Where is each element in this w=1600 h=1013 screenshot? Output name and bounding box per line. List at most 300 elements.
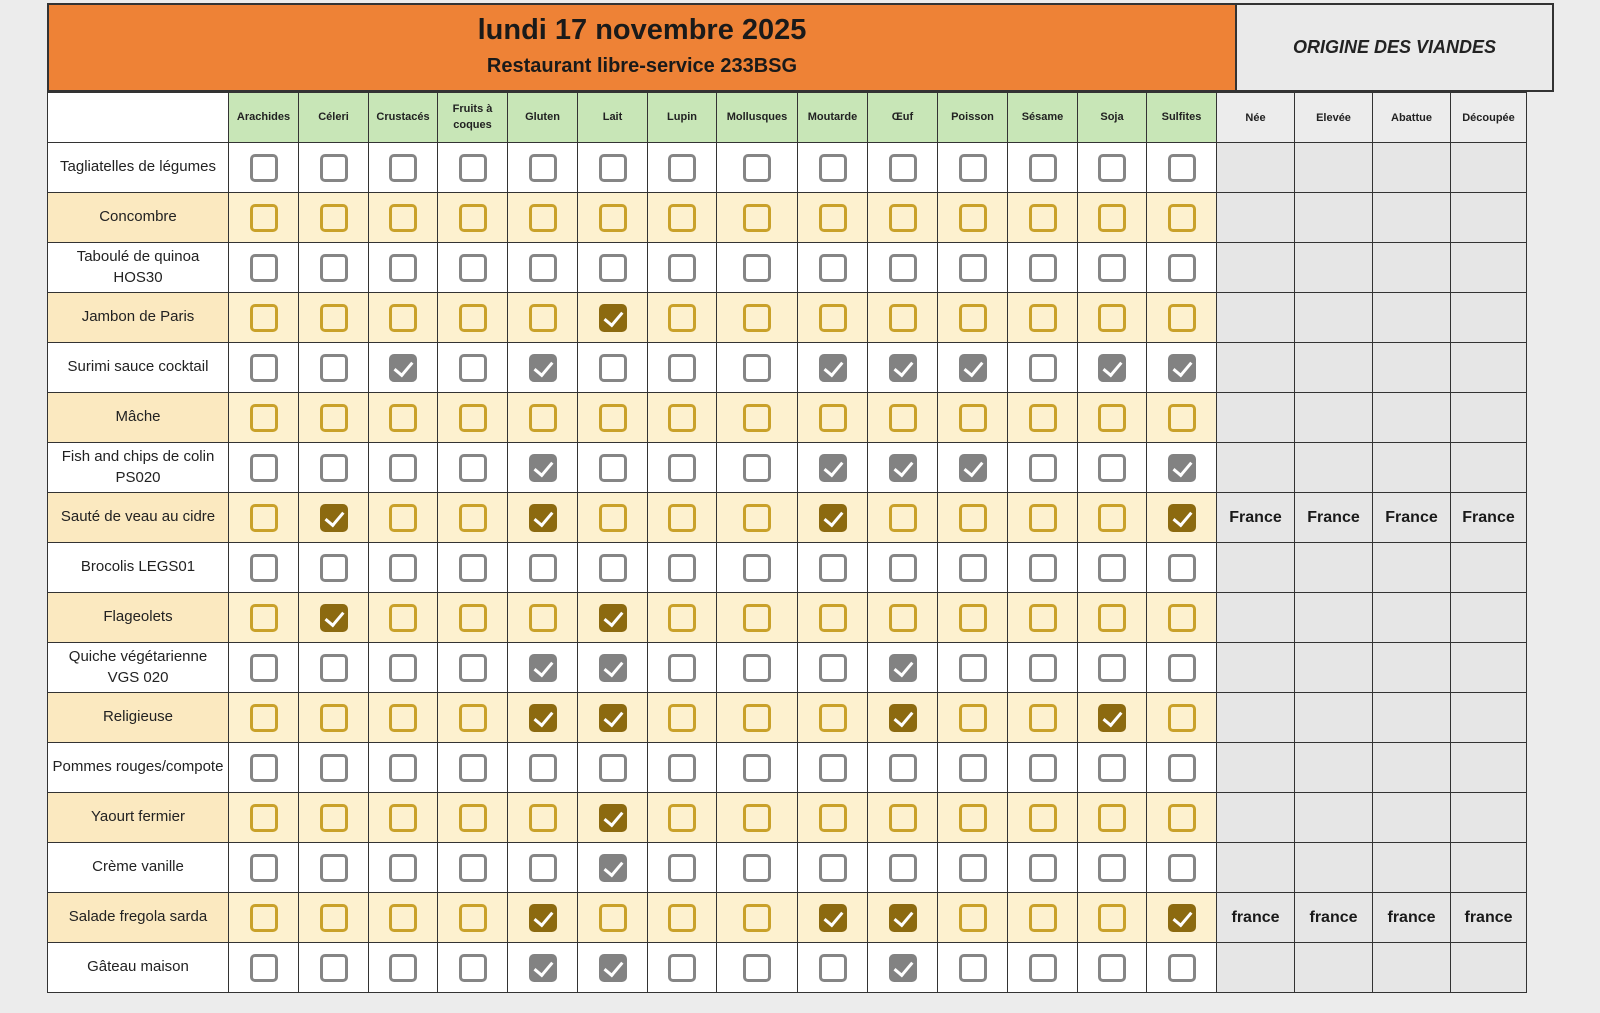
unchecked-checkbox[interactable] (1098, 304, 1126, 332)
allergen-cell (1147, 393, 1217, 443)
unchecked-checkbox[interactable] (1029, 454, 1057, 482)
checked-checkbox[interactable] (889, 654, 917, 682)
allergen-cell (438, 193, 508, 243)
origin-cell (1295, 543, 1373, 593)
origin-cell (1451, 643, 1527, 693)
unchecked-checkbox[interactable] (250, 304, 278, 332)
unchecked-checkbox[interactable] (959, 854, 987, 882)
checked-checkbox[interactable] (819, 354, 847, 382)
unchecked-checkbox[interactable] (1168, 654, 1196, 682)
checked-checkbox[interactable] (320, 504, 348, 532)
unchecked-checkbox[interactable] (889, 304, 917, 332)
unchecked-checkbox[interactable] (599, 204, 627, 232)
unchecked-checkbox[interactable] (1098, 204, 1126, 232)
unchecked-checkbox[interactable] (668, 404, 696, 432)
unchecked-checkbox[interactable] (1168, 804, 1196, 832)
unchecked-checkbox[interactable] (819, 754, 847, 782)
checked-checkbox[interactable] (529, 654, 557, 682)
unchecked-checkbox[interactable] (529, 604, 557, 632)
unchecked-checkbox[interactable] (320, 304, 348, 332)
unchecked-checkbox[interactable] (743, 554, 771, 582)
checked-checkbox[interactable] (819, 454, 847, 482)
checked-checkbox[interactable] (529, 954, 557, 982)
unchecked-checkbox[interactable] (459, 654, 487, 682)
allergen-cell (648, 893, 717, 943)
unchecked-checkbox[interactable] (819, 954, 847, 982)
unchecked-checkbox[interactable] (320, 754, 348, 782)
unchecked-checkbox[interactable] (668, 454, 696, 482)
unchecked-checkbox[interactable] (459, 304, 487, 332)
allergen-cell (868, 693, 938, 743)
unchecked-checkbox[interactable] (959, 404, 987, 432)
unchecked-checkbox[interactable] (320, 904, 348, 932)
unchecked-checkbox[interactable] (529, 204, 557, 232)
unchecked-checkbox[interactable] (1029, 404, 1057, 432)
unchecked-checkbox[interactable] (889, 154, 917, 182)
unchecked-checkbox[interactable] (889, 604, 917, 632)
unchecked-checkbox[interactable] (819, 554, 847, 582)
unchecked-checkbox[interactable] (1098, 754, 1126, 782)
unchecked-checkbox[interactable] (529, 754, 557, 782)
dish-name: Concombre (48, 193, 229, 243)
unchecked-checkbox[interactable] (1029, 354, 1057, 382)
origin-cell (1451, 693, 1527, 743)
allergen-cell (578, 493, 648, 543)
unchecked-checkbox[interactable] (668, 154, 696, 182)
unchecked-checkbox[interactable] (1098, 154, 1126, 182)
checked-checkbox[interactable] (1098, 704, 1126, 732)
unchecked-checkbox[interactable] (668, 854, 696, 882)
unchecked-checkbox[interactable] (668, 304, 696, 332)
allergen-cell (1147, 693, 1217, 743)
checked-checkbox[interactable] (889, 704, 917, 732)
unchecked-checkbox[interactable] (389, 304, 417, 332)
checked-checkbox[interactable] (529, 504, 557, 532)
unchecked-checkbox[interactable] (743, 954, 771, 982)
unchecked-checkbox[interactable] (529, 304, 557, 332)
unchecked-checkbox[interactable] (959, 554, 987, 582)
checked-checkbox[interactable] (819, 504, 847, 532)
checked-checkbox[interactable] (599, 804, 627, 832)
unchecked-checkbox[interactable] (389, 404, 417, 432)
unchecked-checkbox[interactable] (599, 254, 627, 282)
unchecked-checkbox[interactable] (889, 554, 917, 582)
unchecked-checkbox[interactable] (743, 204, 771, 232)
allergen-cell (578, 943, 648, 993)
checked-checkbox[interactable] (1168, 454, 1196, 482)
unchecked-checkbox[interactable] (250, 604, 278, 632)
allergen-cell (1008, 843, 1078, 893)
unchecked-checkbox[interactable] (959, 954, 987, 982)
origin-cell (1373, 443, 1451, 493)
unchecked-checkbox[interactable] (668, 904, 696, 932)
allergen-cell (229, 393, 299, 443)
unchecked-checkbox[interactable] (1168, 404, 1196, 432)
unchecked-checkbox[interactable] (459, 154, 487, 182)
checked-checkbox[interactable] (889, 954, 917, 982)
unchecked-checkbox[interactable] (819, 654, 847, 682)
unchecked-checkbox[interactable] (1168, 754, 1196, 782)
unchecked-checkbox[interactable] (389, 854, 417, 882)
unchecked-checkbox[interactable] (819, 154, 847, 182)
unchecked-checkbox[interactable] (320, 554, 348, 582)
unchecked-checkbox[interactable] (1098, 404, 1126, 432)
checked-checkbox[interactable] (599, 654, 627, 682)
unchecked-checkbox[interactable] (459, 554, 487, 582)
unchecked-checkbox[interactable] (1029, 204, 1057, 232)
allergen-header: Sulfites (1147, 93, 1217, 143)
unchecked-checkbox[interactable] (1029, 654, 1057, 682)
unchecked-checkbox[interactable] (250, 654, 278, 682)
unchecked-checkbox[interactable] (459, 504, 487, 532)
unchecked-checkbox[interactable] (889, 854, 917, 882)
dish-name: Gâteau maison (48, 943, 229, 993)
unchecked-checkbox[interactable] (389, 504, 417, 532)
unchecked-checkbox[interactable] (250, 704, 278, 732)
unchecked-checkbox[interactable] (743, 904, 771, 932)
unchecked-checkbox[interactable] (668, 504, 696, 532)
unchecked-checkbox[interactable] (819, 404, 847, 432)
origin-header: Née (1217, 93, 1295, 143)
checked-checkbox[interactable] (1168, 904, 1196, 932)
unchecked-checkbox[interactable] (1029, 604, 1057, 632)
unchecked-checkbox[interactable] (1168, 204, 1196, 232)
unchecked-checkbox[interactable] (889, 254, 917, 282)
unchecked-checkbox[interactable] (959, 504, 987, 532)
unchecked-checkbox[interactable] (250, 904, 278, 932)
unchecked-checkbox[interactable] (743, 804, 771, 832)
allergen-cell (1078, 143, 1147, 193)
unchecked-checkbox[interactable] (1098, 604, 1126, 632)
allergen-cell (1078, 493, 1147, 543)
unchecked-checkbox[interactable] (1168, 854, 1196, 882)
unchecked-checkbox[interactable] (459, 804, 487, 832)
unchecked-checkbox[interactable] (599, 504, 627, 532)
unchecked-checkbox[interactable] (529, 804, 557, 832)
unchecked-checkbox[interactable] (819, 704, 847, 732)
allergen-header: Sésame (1008, 93, 1078, 143)
unchecked-checkbox[interactable] (819, 604, 847, 632)
unchecked-checkbox[interactable] (743, 354, 771, 382)
unchecked-checkbox[interactable] (320, 854, 348, 882)
checked-checkbox[interactable] (1098, 354, 1126, 382)
unchecked-checkbox[interactable] (1029, 554, 1057, 582)
unchecked-checkbox[interactable] (529, 404, 557, 432)
allergen-cell (1078, 643, 1147, 693)
unchecked-checkbox[interactable] (959, 304, 987, 332)
checked-checkbox[interactable] (529, 704, 557, 732)
unchecked-checkbox[interactable] (459, 704, 487, 732)
unchecked-checkbox[interactable] (389, 254, 417, 282)
unchecked-checkbox[interactable] (819, 204, 847, 232)
unchecked-checkbox[interactable] (459, 604, 487, 632)
unchecked-checkbox[interactable] (250, 854, 278, 882)
unchecked-checkbox[interactable] (320, 954, 348, 982)
unchecked-checkbox[interactable] (889, 404, 917, 432)
allergen-cell (578, 243, 648, 293)
unchecked-checkbox[interactable] (743, 254, 771, 282)
origin-cell (1217, 293, 1295, 343)
unchecked-checkbox[interactable] (1029, 804, 1057, 832)
unchecked-checkbox[interactable] (459, 454, 487, 482)
allergen-table (47, 92, 1527, 993)
checked-checkbox[interactable] (599, 604, 627, 632)
unchecked-checkbox[interactable] (250, 804, 278, 832)
allergen-cell (229, 943, 299, 993)
unchecked-checkbox[interactable] (250, 754, 278, 782)
unchecked-checkbox[interactable] (1029, 154, 1057, 182)
unchecked-checkbox[interactable] (959, 704, 987, 732)
allergen-cell (299, 943, 369, 993)
allergen-cell (578, 593, 648, 643)
allergen-cell (868, 493, 938, 543)
unchecked-checkbox[interactable] (1098, 254, 1126, 282)
unchecked-checkbox[interactable] (1029, 954, 1057, 982)
checked-checkbox[interactable] (529, 354, 557, 382)
unchecked-checkbox[interactable] (668, 554, 696, 582)
unchecked-checkbox[interactable] (959, 604, 987, 632)
allergen-cell (1147, 143, 1217, 193)
unchecked-checkbox[interactable] (1168, 604, 1196, 632)
allergen-header: Mollusques (717, 93, 798, 143)
allergen-cell (648, 343, 717, 393)
allergen-cell (578, 893, 648, 943)
checked-checkbox[interactable] (529, 904, 557, 932)
checked-checkbox[interactable] (1168, 504, 1196, 532)
unchecked-checkbox[interactable] (668, 754, 696, 782)
unchecked-checkbox[interactable] (529, 554, 557, 582)
unchecked-checkbox[interactable] (743, 454, 771, 482)
origin-cell (1451, 843, 1527, 893)
unchecked-checkbox[interactable] (459, 754, 487, 782)
unchecked-checkbox[interactable] (459, 954, 487, 982)
origin-cell (1451, 443, 1527, 493)
unchecked-checkbox[interactable] (250, 954, 278, 982)
unchecked-checkbox[interactable] (320, 654, 348, 682)
allergen-cell (1147, 243, 1217, 293)
dish-name: Brocolis LEGS01 (48, 543, 229, 593)
checked-checkbox[interactable] (959, 354, 987, 382)
unchecked-checkbox[interactable] (389, 604, 417, 632)
unchecked-checkbox[interactable] (959, 654, 987, 682)
checked-checkbox[interactable] (889, 454, 917, 482)
origin-cell (1295, 943, 1373, 993)
unchecked-checkbox[interactable] (389, 754, 417, 782)
allergen-cell (508, 843, 578, 893)
unchecked-checkbox[interactable] (668, 604, 696, 632)
unchecked-checkbox[interactable] (889, 504, 917, 532)
unchecked-checkbox[interactable] (1029, 854, 1057, 882)
checked-checkbox[interactable] (889, 904, 917, 932)
unchecked-checkbox[interactable] (1098, 654, 1126, 682)
unchecked-checkbox[interactable] (250, 354, 278, 382)
unchecked-checkbox[interactable] (1098, 854, 1126, 882)
allergen-cell (508, 343, 578, 393)
unchecked-checkbox[interactable] (959, 804, 987, 832)
checked-checkbox[interactable] (599, 954, 627, 982)
unchecked-checkbox[interactable] (1029, 304, 1057, 332)
allergen-cell (1078, 243, 1147, 293)
unchecked-checkbox[interactable] (889, 204, 917, 232)
unchecked-checkbox[interactable] (959, 154, 987, 182)
unchecked-checkbox[interactable] (389, 554, 417, 582)
unchecked-checkbox[interactable] (1098, 554, 1126, 582)
unchecked-checkbox[interactable] (599, 154, 627, 182)
unchecked-checkbox[interactable] (1168, 304, 1196, 332)
unchecked-checkbox[interactable] (459, 904, 487, 932)
checked-checkbox[interactable] (320, 604, 348, 632)
unchecked-checkbox[interactable] (743, 704, 771, 732)
unchecked-checkbox[interactable] (743, 754, 771, 782)
checked-checkbox[interactable] (889, 354, 917, 382)
unchecked-checkbox[interactable] (819, 854, 847, 882)
checked-checkbox[interactable] (529, 454, 557, 482)
unchecked-checkbox[interactable] (668, 804, 696, 832)
unchecked-checkbox[interactable] (250, 404, 278, 432)
origin-cell (1451, 293, 1527, 343)
allergen-cell (1008, 243, 1078, 293)
unchecked-checkbox[interactable] (1098, 904, 1126, 932)
unchecked-checkbox[interactable] (389, 654, 417, 682)
checked-checkbox[interactable] (599, 854, 627, 882)
unchecked-checkbox[interactable] (459, 254, 487, 282)
unchecked-checkbox[interactable] (743, 154, 771, 182)
allergen-cell (229, 693, 299, 743)
unchecked-checkbox[interactable] (459, 854, 487, 882)
unchecked-checkbox[interactable] (250, 204, 278, 232)
allergen-cell (508, 193, 578, 243)
unchecked-checkbox[interactable] (320, 154, 348, 182)
unchecked-checkbox[interactable] (320, 804, 348, 832)
unchecked-checkbox[interactable] (743, 854, 771, 882)
origin-cell (1373, 243, 1451, 293)
allergen-cell (508, 393, 578, 443)
unchecked-checkbox[interactable] (819, 304, 847, 332)
unchecked-checkbox[interactable] (1168, 154, 1196, 182)
unchecked-checkbox[interactable] (599, 754, 627, 782)
unchecked-checkbox[interactable] (320, 354, 348, 382)
origin-cell (1217, 793, 1295, 843)
unchecked-checkbox[interactable] (320, 704, 348, 732)
allergen-cell (438, 593, 508, 643)
allergen-cell (578, 643, 648, 693)
unchecked-checkbox[interactable] (1168, 704, 1196, 732)
unchecked-checkbox[interactable] (1029, 254, 1057, 282)
unchecked-checkbox[interactable] (250, 454, 278, 482)
unchecked-checkbox[interactable] (599, 354, 627, 382)
unchecked-checkbox[interactable] (743, 504, 771, 532)
unchecked-checkbox[interactable] (599, 554, 627, 582)
unchecked-checkbox[interactable] (743, 604, 771, 632)
unchecked-checkbox[interactable] (668, 704, 696, 732)
unchecked-checkbox[interactable] (389, 154, 417, 182)
table-header-row (48, 93, 1527, 143)
unchecked-checkbox[interactable] (250, 504, 278, 532)
unchecked-checkbox[interactable] (1029, 704, 1057, 732)
unchecked-checkbox[interactable] (959, 254, 987, 282)
unchecked-checkbox[interactable] (668, 204, 696, 232)
unchecked-checkbox[interactable] (599, 904, 627, 932)
unchecked-checkbox[interactable] (1168, 954, 1196, 982)
unchecked-checkbox[interactable] (1098, 504, 1126, 532)
allergen-cell (1078, 893, 1147, 943)
origin-cell (1217, 743, 1295, 793)
checked-checkbox[interactable] (819, 904, 847, 932)
unchecked-checkbox[interactable] (459, 404, 487, 432)
unchecked-checkbox[interactable] (389, 204, 417, 232)
origin-cell: France (1217, 493, 1295, 543)
unchecked-checkbox[interactable] (389, 954, 417, 982)
unchecked-checkbox[interactable] (599, 454, 627, 482)
unchecked-checkbox[interactable] (529, 254, 557, 282)
unchecked-checkbox[interactable] (529, 154, 557, 182)
unchecked-checkbox[interactable] (320, 254, 348, 282)
unchecked-checkbox[interactable] (1098, 804, 1126, 832)
unchecked-checkbox[interactable] (889, 754, 917, 782)
unchecked-checkbox[interactable] (1098, 954, 1126, 982)
unchecked-checkbox[interactable] (250, 554, 278, 582)
unchecked-checkbox[interactable] (529, 854, 557, 882)
allergen-cell (1147, 893, 1217, 943)
allergen-cell (938, 893, 1008, 943)
unchecked-checkbox[interactable] (668, 654, 696, 682)
unchecked-checkbox[interactable] (959, 754, 987, 782)
unchecked-checkbox[interactable] (1168, 554, 1196, 582)
unchecked-checkbox[interactable] (819, 254, 847, 282)
unchecked-checkbox[interactable] (1098, 454, 1126, 482)
allergen-cell (648, 643, 717, 693)
allergen-cell (1147, 943, 1217, 993)
unchecked-checkbox[interactable] (1029, 904, 1057, 932)
unchecked-checkbox[interactable] (320, 404, 348, 432)
unchecked-checkbox[interactable] (743, 304, 771, 332)
allergen-cell (648, 743, 717, 793)
unchecked-checkbox[interactable] (1168, 254, 1196, 282)
unchecked-checkbox[interactable] (1029, 754, 1057, 782)
unchecked-checkbox[interactable] (668, 354, 696, 382)
unchecked-checkbox[interactable] (320, 454, 348, 482)
checked-checkbox[interactable] (389, 354, 417, 382)
unchecked-checkbox[interactable] (743, 404, 771, 432)
unchecked-checkbox[interactable] (959, 204, 987, 232)
checked-checkbox[interactable] (599, 704, 627, 732)
unchecked-checkbox[interactable] (459, 354, 487, 382)
unchecked-checkbox[interactable] (599, 404, 627, 432)
unchecked-checkbox[interactable] (389, 904, 417, 932)
allergen-cell (868, 143, 938, 193)
unchecked-checkbox[interactable] (250, 254, 278, 282)
unchecked-checkbox[interactable] (459, 204, 487, 232)
unchecked-checkbox[interactable] (889, 804, 917, 832)
unchecked-checkbox[interactable] (668, 254, 696, 282)
unchecked-checkbox[interactable] (389, 454, 417, 482)
allergen-cell (229, 593, 299, 643)
unchecked-checkbox[interactable] (320, 204, 348, 232)
unchecked-checkbox[interactable] (743, 654, 771, 682)
unchecked-checkbox[interactable] (389, 704, 417, 732)
unchecked-checkbox[interactable] (959, 904, 987, 932)
origin-cell (1217, 843, 1295, 893)
checked-checkbox[interactable] (599, 304, 627, 332)
checked-checkbox[interactable] (1168, 354, 1196, 382)
unchecked-checkbox[interactable] (389, 804, 417, 832)
unchecked-checkbox[interactable] (819, 804, 847, 832)
unchecked-checkbox[interactable] (1029, 504, 1057, 532)
origin-cell (1295, 343, 1373, 393)
unchecked-checkbox[interactable] (250, 154, 278, 182)
unchecked-checkbox[interactable] (668, 954, 696, 982)
checked-checkbox[interactable] (959, 454, 987, 482)
